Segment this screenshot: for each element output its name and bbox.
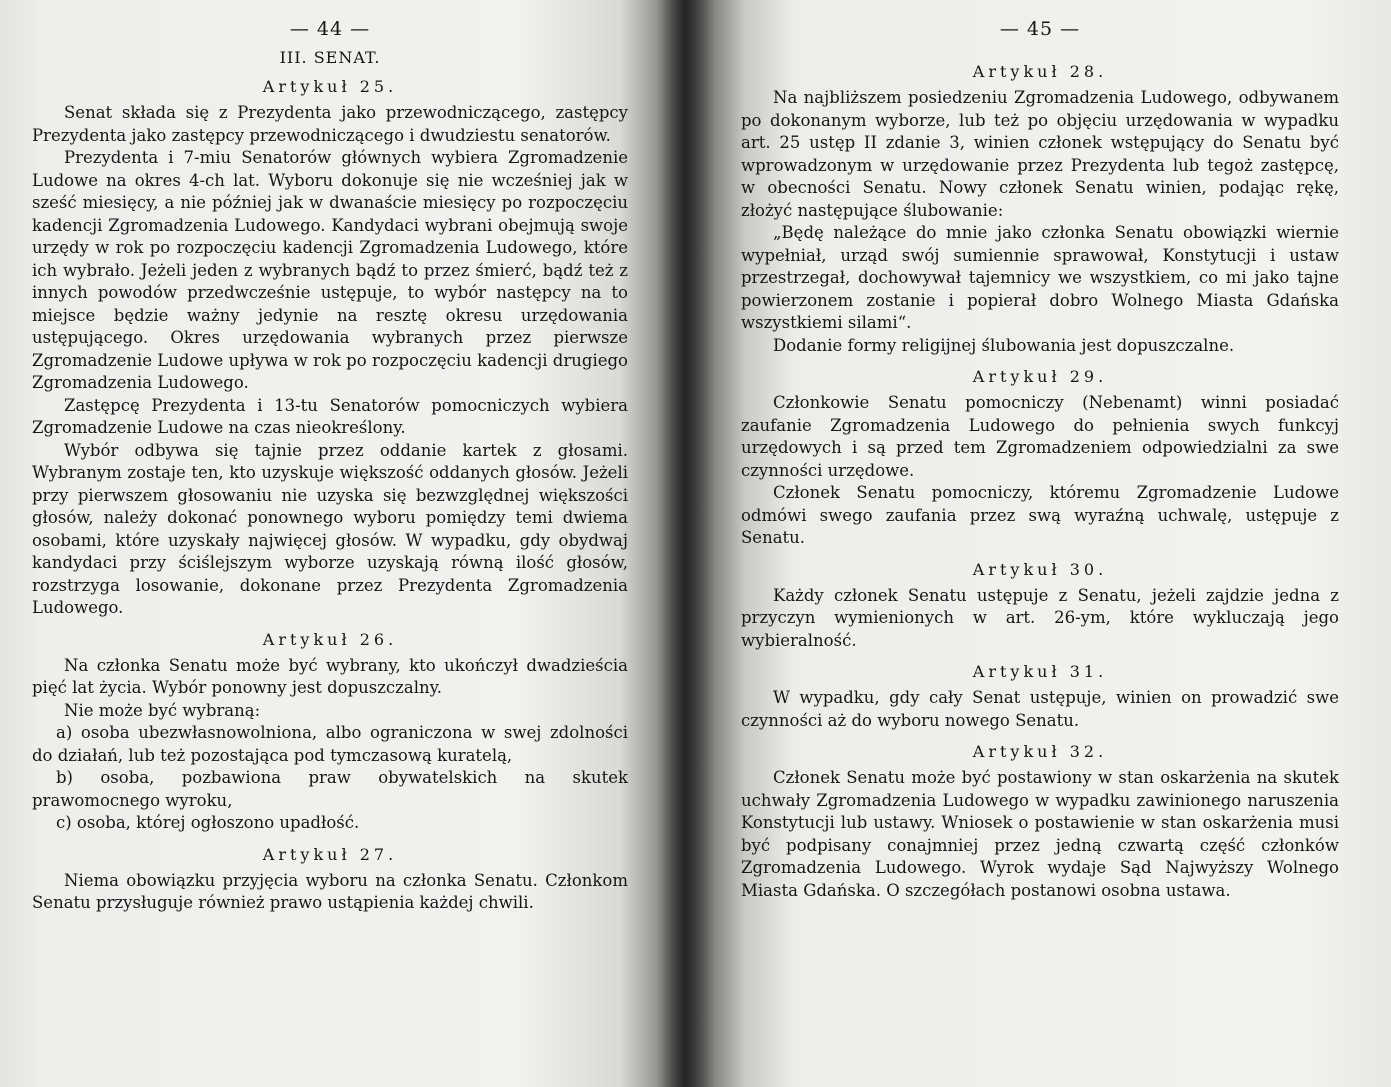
left-text-column [32, 18, 628, 915]
article-29-paragraph-2: Członek Senatu pomocniczy, któremu Zgromadzenie Ludowe odmówi swego zaufania przez swą wyraźną uchwalę, ustępuje z Senatu. [741, 483, 1339, 547]
page-number-right: — 45 — [999, 18, 1081, 40]
article-25-paragraph-4: Wybór odbywa się tajnie przez oddanie kartek z głosami. Wybranym zostaje ten, kto uzyskuje większość oddanych głosów. Jeżeli przy pierwszem głosowaniu nie uzyska się bezwzględnej większości głosów, należy dokonać ponownego wyboru pomiędzy temi dwiema osobami, które uzyskały najwięcej głosów. W wypadku, gdy obydwaj kandydaci przy ściślejszym wyborze uzyskają równą ilość głosów, rozstrzyga losowanie, dokonane przez Prezydenta Zgromadzenia Ludowego. [32, 440, 628, 617]
right-page [685, 0, 1391, 1087]
article-25-paragraph-1: Senat składa się z Prezydenta jako przewodniczącego, zastępcy Prezydenta jako zastępcy przewodniczącego i dwudziestu senatorów. [32, 103, 628, 145]
article-29-heading: Artykuł 29. [972, 367, 1108, 386]
left-page [0, 0, 685, 1087]
article-27-paragraph-1: Niema obowiązku przyjęcia wyboru na członka Senatu. Członkom Senatu przysługuje również prawo ustąpienia każdej chwili. [32, 870, 628, 912]
article-26-item-b: b) osoba, pozbawiona praw obywatelskich na skutek prawomocnego wyroku, [32, 768, 628, 810]
article-27-heading: Artykuł 27. [262, 844, 398, 864]
article-25-paragraph-2: Prezydenta i 7-miu Senatorów głównych wybiera Zgromadzenie Ludowe na okres 4-ch lat. Wyboru dokonuje się nie wcześniej jak w sześć miesięcy, a nie później jak w dwanaście miesięcy po rozpoczęciu kadencji Zgromadzenia Ludowego. Kandydaci wybrani obejmują swoje urzędy w rok po rozpoczęciu kadencji Zgromadzenia Ludowego, które ich wybrało. Jeżeli jeden z wybranych bądź to przez śmierć, bądź też z innych powodów przedwcześnie ustępuje, to wybór następcy na to miejsce będzie ważny jedynie na resztę okresu urzędowania ustępującego. Okres urzędowania wybranych przez pierwsze Zgromadzenie Ludowe upływa w rok po rozpoczęciu kadencji drugiego Zgromadzenia Ludowego. [32, 148, 628, 392]
right-text-column [741, 18, 1339, 902]
article-30-heading: Artykuł 30. [972, 559, 1108, 579]
article-26-item-a: a) osoba ubezwłasnowolniona, albo ograniczona w swej zdolności do działań, lub też pozostająca pod tymczasową kuratelą, [32, 723, 628, 765]
article-32-paragraph-1: Członek Senatu może być postawiony w stan oskarżenia na skutek uchwały Zgromadzenia Ludowego w wypadku zawinionego naruszenia Konstytucji lub ustawy. Wniosek o postawienie w stan oskarżenia musi być podpisany conajmniej przez jedną czwartą część członków Zgromadzenia Ludowego. Wyrok wydaje Sąd Najwyższy Wolnego Miasta Gdańska. O szczegółach postanowi osobna ustawa. [741, 768, 1339, 900]
article-29-paragraph-1: Członkowie Senatu pomocniczy (Nebenamt) winni posiadać zaufanie Zgromadzenia Ludowego do pełnienia swych funkcyj urzędowych i są przed tem Zgromadzeniem odpowiedzialni za swe czynności urzędowe. [741, 393, 1339, 480]
article-26-paragraph-2: Nie może być wybraną: [64, 700, 261, 720]
article-26-heading: Artykuł 26. [262, 629, 398, 649]
section-heading: III. SENAT. [279, 48, 381, 67]
article-28-paragraph-3: Dodanie formy religijnej ślubowania jest dopuszczalne. [773, 335, 1235, 355]
page-number-left: — 44 — [289, 18, 371, 40]
article-28-oath: „Będę należące do mnie jako członka Senatu obowiązki wiernie wypełniał, urząd swój sumiennie sprawował, Konstytucji i ustaw przestrzegał, dochowywał tajemnicy we wszystkiem, co mi jako tajne powierzonem zostanie i popierał dobro Wolnego Miasta Gdańska wszystkiemi silami“. [741, 223, 1339, 332]
book-gutter-shadow [655, 0, 715, 1087]
article-26-item-c: c) osoba, której ogłoszono upadłość. [56, 813, 360, 832]
article-31-heading: Artykuł 31. [972, 662, 1108, 681]
article-25-paragraph-3: Zastępcę Prezydenta i 13-tu Senatorów pomocniczych wybiera Zgromadzenie Ludowe na czas nieokreślony. [32, 395, 628, 437]
article-25-heading: Artykuł 25. [262, 77, 398, 96]
article-31-paragraph-1: W wypadku, gdy cały Senat ustępuje, winien on prowadzić swe czynności aż do wyboru nowego Senatu. [741, 688, 1339, 730]
article-28-heading: Artykuł 28. [972, 62, 1108, 81]
article-26-paragraph-1: Na członka Senatu może być wybrany, kto ukończył dwadzieścia pięć lat życia. Wybór ponowny jest dopuszczalny. [32, 655, 628, 697]
article-32-heading: Artykuł 32. [972, 742, 1108, 761]
article-30-paragraph-1: Każdy członek Senatu ustępuje z Senatu, jeżeli zajdzie jedna z przyczyn wymienionych w art. 26-ym, które wykluczają jego wybieralność. [741, 585, 1339, 650]
article-28-paragraph-1: Na najbliższem posiedzeniu Zgromadzenia Ludowego, odbywanem po dokonanym wyborze, lub też po objęciu urzędowania w wypadku art. 25 ustęp II zdanie 3, winien członek wstępujący do Senatu być wprowadzonym w urzędowanie przez Prezydenta lub tegoż zastępcę, w obecności Senatu. Nowy członek Senatu winien, podając rękę, złożyć następujące ślubowanie: [741, 88, 1339, 220]
